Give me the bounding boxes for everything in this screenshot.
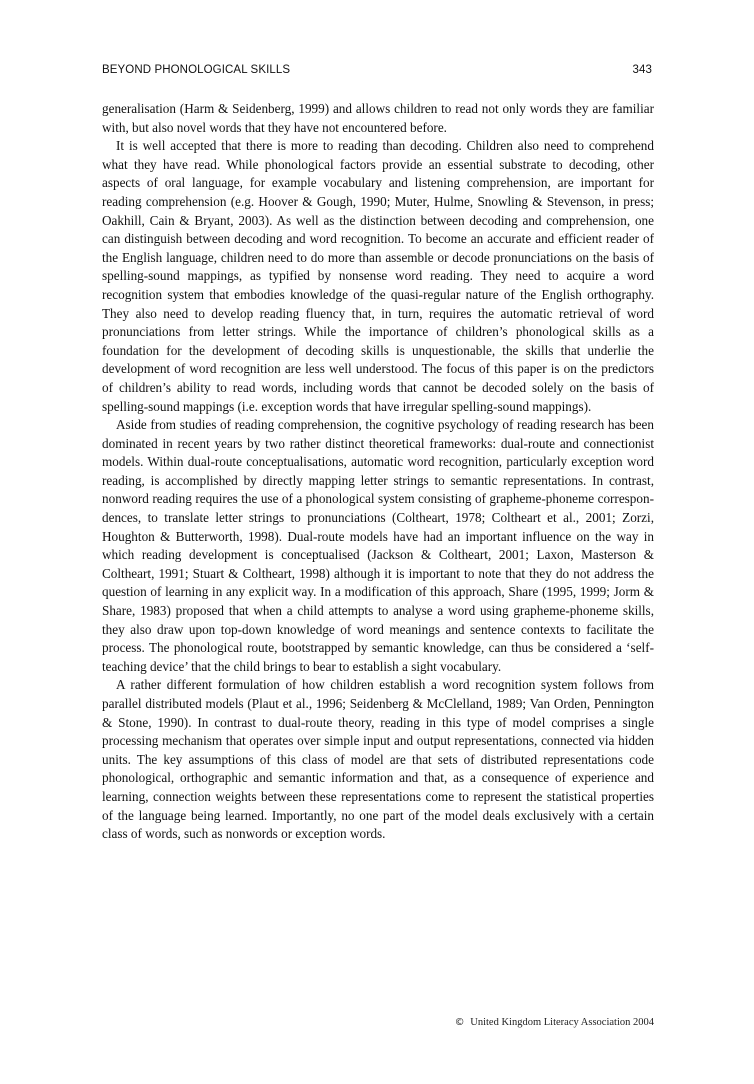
- copyright-symbol: ©: [454, 1017, 465, 1028]
- copyright-text: United Kingdom Literacy Association 2004: [470, 1017, 654, 1028]
- body-text: [102, 100, 654, 844]
- paragraph: Aside from studies of reading comprehension, the cognitive psychology of reading research has been dominated in recent years by two rather distinct theoretical frameworks: dual-route and connectionist models. Within dual-route conceptualisations, automatic word recognition, particularly exception word reading, is accomplished by directly mapping letter strings to semantic representations. In contrast, nonword reading requires the use of a phonological system consisting of grapheme-phoneme correspondences, to translate letter strings to pronunciations (Coltheart, 1978; Coltheart et al., 2001; Zorzi, Houghton & Butterworth, 1998). Dual-route models have had an important influence on the way in which reading development is conceptualised (Jackson & Coltheart, 2001; Laxon, Masterson & Coltheart, 1991; Stuart & Coltheart, 1998) although it is important to note that they do not address the question of learning in any explicit way. In a modification of this approach, Share (1995, 1999; Jorm & Share, 1983) proposed that when a child attempts to analyse a word using grapheme-phoneme skills, they also draw upon top-down knowledge of word meanings and sentence contexts to facilitate the process. The phonological route, bootstrapped by semantic knowledge, can thus be considered a ‘self-teaching device’ that the child brings to bear to establish a sight vocabulary.: [102, 417, 654, 674]
- paragraph: It is well accepted that there is more to reading than decoding. Children also need to comprehend what they have read. While phonological factors provide an essential substrate to decoding, other aspects of oral language, for example vocabulary and listening comprehension, are important for reading comprehension (e.g. Hoover & Gough, 1990; Muter, Hulme, Snowling & Stevenson, in press; Oakhill, Cain & Bryant, 2003). As well as the distinction between decoding and comprehension, one can distinguish between decoding and word recognition. To become an accurate and efficient reader of the English language, children need to do more than assemble or decode pronunciations on the basis of spelling-sound mappings, as typified by nonsense word reading. They need to acquire a word recognition system that embodies knowledge of the quasi-regular nature of the English orthography. They also need to develop reading fluency that, in turn, requires the automatic retrieval of word pronunciations from letter strings. While the importance of children’s phonological skills as a foundation for the development of decoding skills is unquestionable, the skills that underlie the development of word recognition are less well understood. The focus of this paper is on the predictors of children’s ability to read words, including words that cannot be decoded solely on the basis of spelling-sound mappings (i.e. exception words that have irregular spelling-sound mappings).: [102, 138, 654, 414]
- paragraph-continuation: generalisation (Harm & Seidenberg, 1999) and allows children to read not only words they are familiar with, but also novel words that they have not encountered before.: [102, 101, 654, 135]
- page-number: 343: [632, 64, 652, 76]
- copyright-footer: [455, 1017, 654, 1028]
- running-head: [102, 64, 652, 76]
- running-title: BEYOND PHONOLOGICAL SKILLS: [102, 64, 291, 76]
- paragraph: A rather different formulation of how children establish a word recognition system follows from parallel distributed models (Plaut et al., 1996; Seidenberg & McClelland, 1989; Van Orden, Pennington & Stone, 1990). In contrast to dual-route theory, reading in this type of model comprises a single processing mechanism that operates over simple input and output representations, connected via hidden units. The key assumptions of this class of model are that sets of distributed representations code phonological, orthographic and semantic information and that, as a consequence of experience and learning, connection weights between these representations come to represent the statistical properties of the language being learned. Importantly, no one part of the model deals exclusively with a certain class of words, such as nonwords or exception words.: [102, 677, 654, 842]
